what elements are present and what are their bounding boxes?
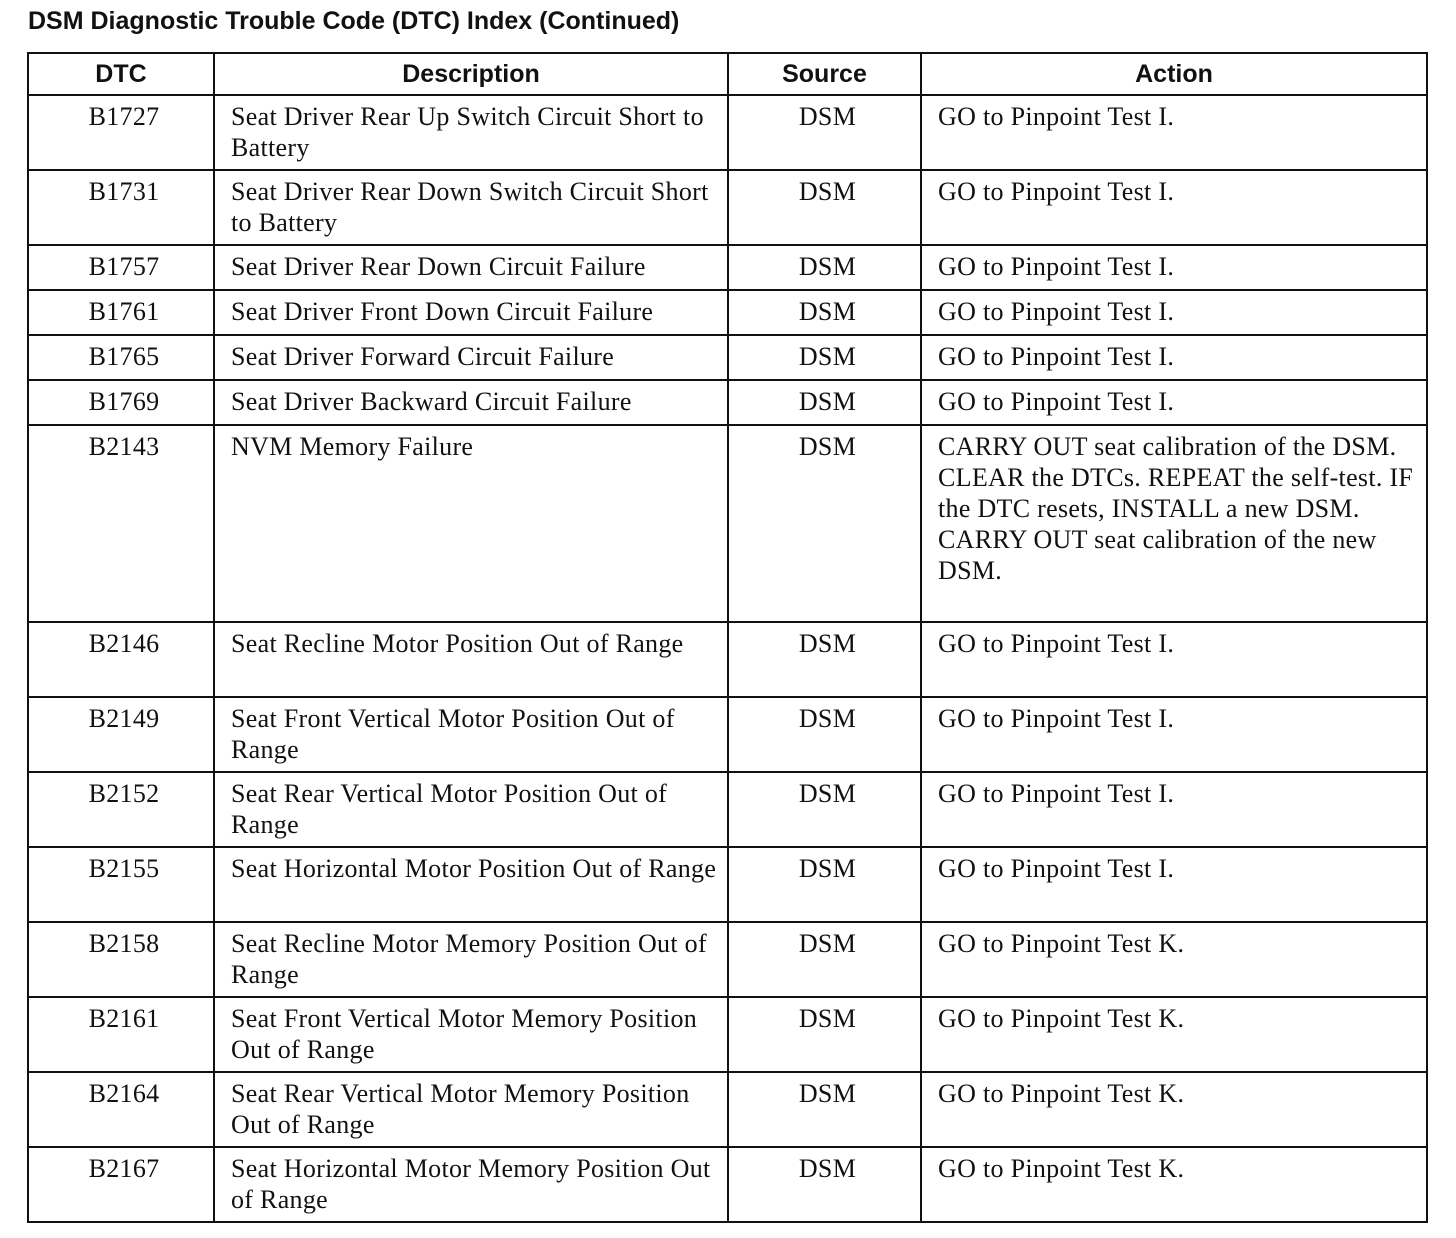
table-row xyxy=(28,697,1427,772)
table-row xyxy=(28,425,1427,622)
description-cell: Seat Rear Vertical Motor Memory Position Out of Range xyxy=(214,1072,728,1147)
source-cell: DSM xyxy=(728,622,921,697)
column-header-description: Description xyxy=(214,53,728,95)
description-cell: NVM Memory Failure xyxy=(214,425,728,622)
table-row xyxy=(28,95,1427,170)
dtc-cell: B1727 xyxy=(28,95,214,170)
column-header-action: Action xyxy=(921,53,1427,95)
source-cell: DSM xyxy=(728,425,921,622)
action-cell: GO to Pinpoint Test K. xyxy=(921,922,1427,997)
source-cell: DSM xyxy=(728,1147,921,1222)
table-row xyxy=(28,335,1427,380)
action-cell: GO to Pinpoint Test I. xyxy=(921,290,1427,335)
table-row xyxy=(28,1147,1427,1222)
source-cell: DSM xyxy=(728,847,921,922)
description-cell: Seat Horizontal Motor Memory Position Out of Range xyxy=(214,1147,728,1222)
table-row xyxy=(28,847,1427,922)
dtc-cell: B1765 xyxy=(28,335,214,380)
description-cell: Seat Rear Vertical Motor Position Out of Range xyxy=(214,772,728,847)
action-cell: CARRY OUT seat calibration of the DSM. CLEAR the DTCs. REPEAT the self-test. IF the DTC resets, INSTALL a new DSM. CARRY OUT seat calibration of the new DSM. xyxy=(921,425,1427,622)
description-cell: Seat Horizontal Motor Position Out of Range xyxy=(214,847,728,922)
dtc-cell: B1761 xyxy=(28,290,214,335)
action-cell: GO to Pinpoint Test I. xyxy=(921,95,1427,170)
table-row xyxy=(28,170,1427,245)
action-cell: GO to Pinpoint Test I. xyxy=(921,847,1427,922)
source-cell: DSM xyxy=(728,335,921,380)
description-cell: Seat Driver Forward Circuit Failure xyxy=(214,335,728,380)
table-row xyxy=(28,772,1427,847)
action-cell: GO to Pinpoint Test K. xyxy=(921,1072,1427,1147)
source-cell: DSM xyxy=(728,380,921,425)
source-cell: DSM xyxy=(728,290,921,335)
dtc-cell: B2146 xyxy=(28,622,214,697)
column-header-dtc: DTC xyxy=(28,53,214,95)
source-cell: DSM xyxy=(728,245,921,290)
source-cell: DSM xyxy=(728,922,921,997)
description-cell: Seat Recline Motor Memory Position Out of Range xyxy=(214,922,728,997)
table-row xyxy=(28,245,1427,290)
dtc-cell: B2152 xyxy=(28,772,214,847)
column-header-source: Source xyxy=(728,53,921,95)
source-cell: DSM xyxy=(728,697,921,772)
action-cell: GO to Pinpoint Test I. xyxy=(921,380,1427,425)
table-row xyxy=(28,922,1427,997)
source-cell: DSM xyxy=(728,997,921,1072)
source-cell: DSM xyxy=(728,170,921,245)
source-cell: DSM xyxy=(728,1072,921,1147)
source-cell: DSM xyxy=(728,772,921,847)
dtc-cell: B2164 xyxy=(28,1072,214,1147)
source-cell: DSM xyxy=(728,95,921,170)
dtc-cell: B2167 xyxy=(28,1147,214,1222)
description-cell: Seat Driver Front Down Circuit Failure xyxy=(214,290,728,335)
description-cell: Seat Recline Motor Position Out of Range xyxy=(214,622,728,697)
description-cell: Seat Front Vertical Motor Position Out of Range xyxy=(214,697,728,772)
description-cell: Seat Driver Rear Down Circuit Failure xyxy=(214,245,728,290)
action-cell: GO to Pinpoint Test I. xyxy=(921,697,1427,772)
table-header-row xyxy=(28,53,1427,95)
action-cell: GO to Pinpoint Test K. xyxy=(921,1147,1427,1222)
description-cell: Seat Front Vertical Motor Memory Position Out of Range xyxy=(214,997,728,1072)
description-cell: Seat Driver Rear Up Switch Circuit Short to Battery xyxy=(214,95,728,170)
description-cell: Seat Driver Backward Circuit Failure xyxy=(214,380,728,425)
dtc-cell: B2158 xyxy=(28,922,214,997)
table-row xyxy=(28,290,1427,335)
dtc-index-table xyxy=(27,52,1428,1223)
action-cell: GO to Pinpoint Test I. xyxy=(921,245,1427,290)
dtc-cell: B1769 xyxy=(28,380,214,425)
dtc-cell: B2155 xyxy=(28,847,214,922)
table-row xyxy=(28,622,1427,697)
table-row xyxy=(28,1072,1427,1147)
dtc-cell: B2143 xyxy=(28,425,214,622)
action-cell: GO to Pinpoint Test I. xyxy=(921,772,1427,847)
action-cell: GO to Pinpoint Test I. xyxy=(921,170,1427,245)
description-cell: Seat Driver Rear Down Switch Circuit Short to Battery xyxy=(214,170,728,245)
dtc-cell: B2149 xyxy=(28,697,214,772)
table-row xyxy=(28,997,1427,1072)
page-title: DSM Diagnostic Trouble Code (DTC) Index (Continued) xyxy=(28,7,680,35)
dtc-cell: B1757 xyxy=(28,245,214,290)
action-cell: GO to Pinpoint Test I. xyxy=(921,335,1427,380)
action-cell: GO to Pinpoint Test I. xyxy=(921,622,1427,697)
action-cell: GO to Pinpoint Test K. xyxy=(921,997,1427,1072)
table-row xyxy=(28,380,1427,425)
dtc-cell: B2161 xyxy=(28,997,214,1072)
dtc-cell: B1731 xyxy=(28,170,214,245)
